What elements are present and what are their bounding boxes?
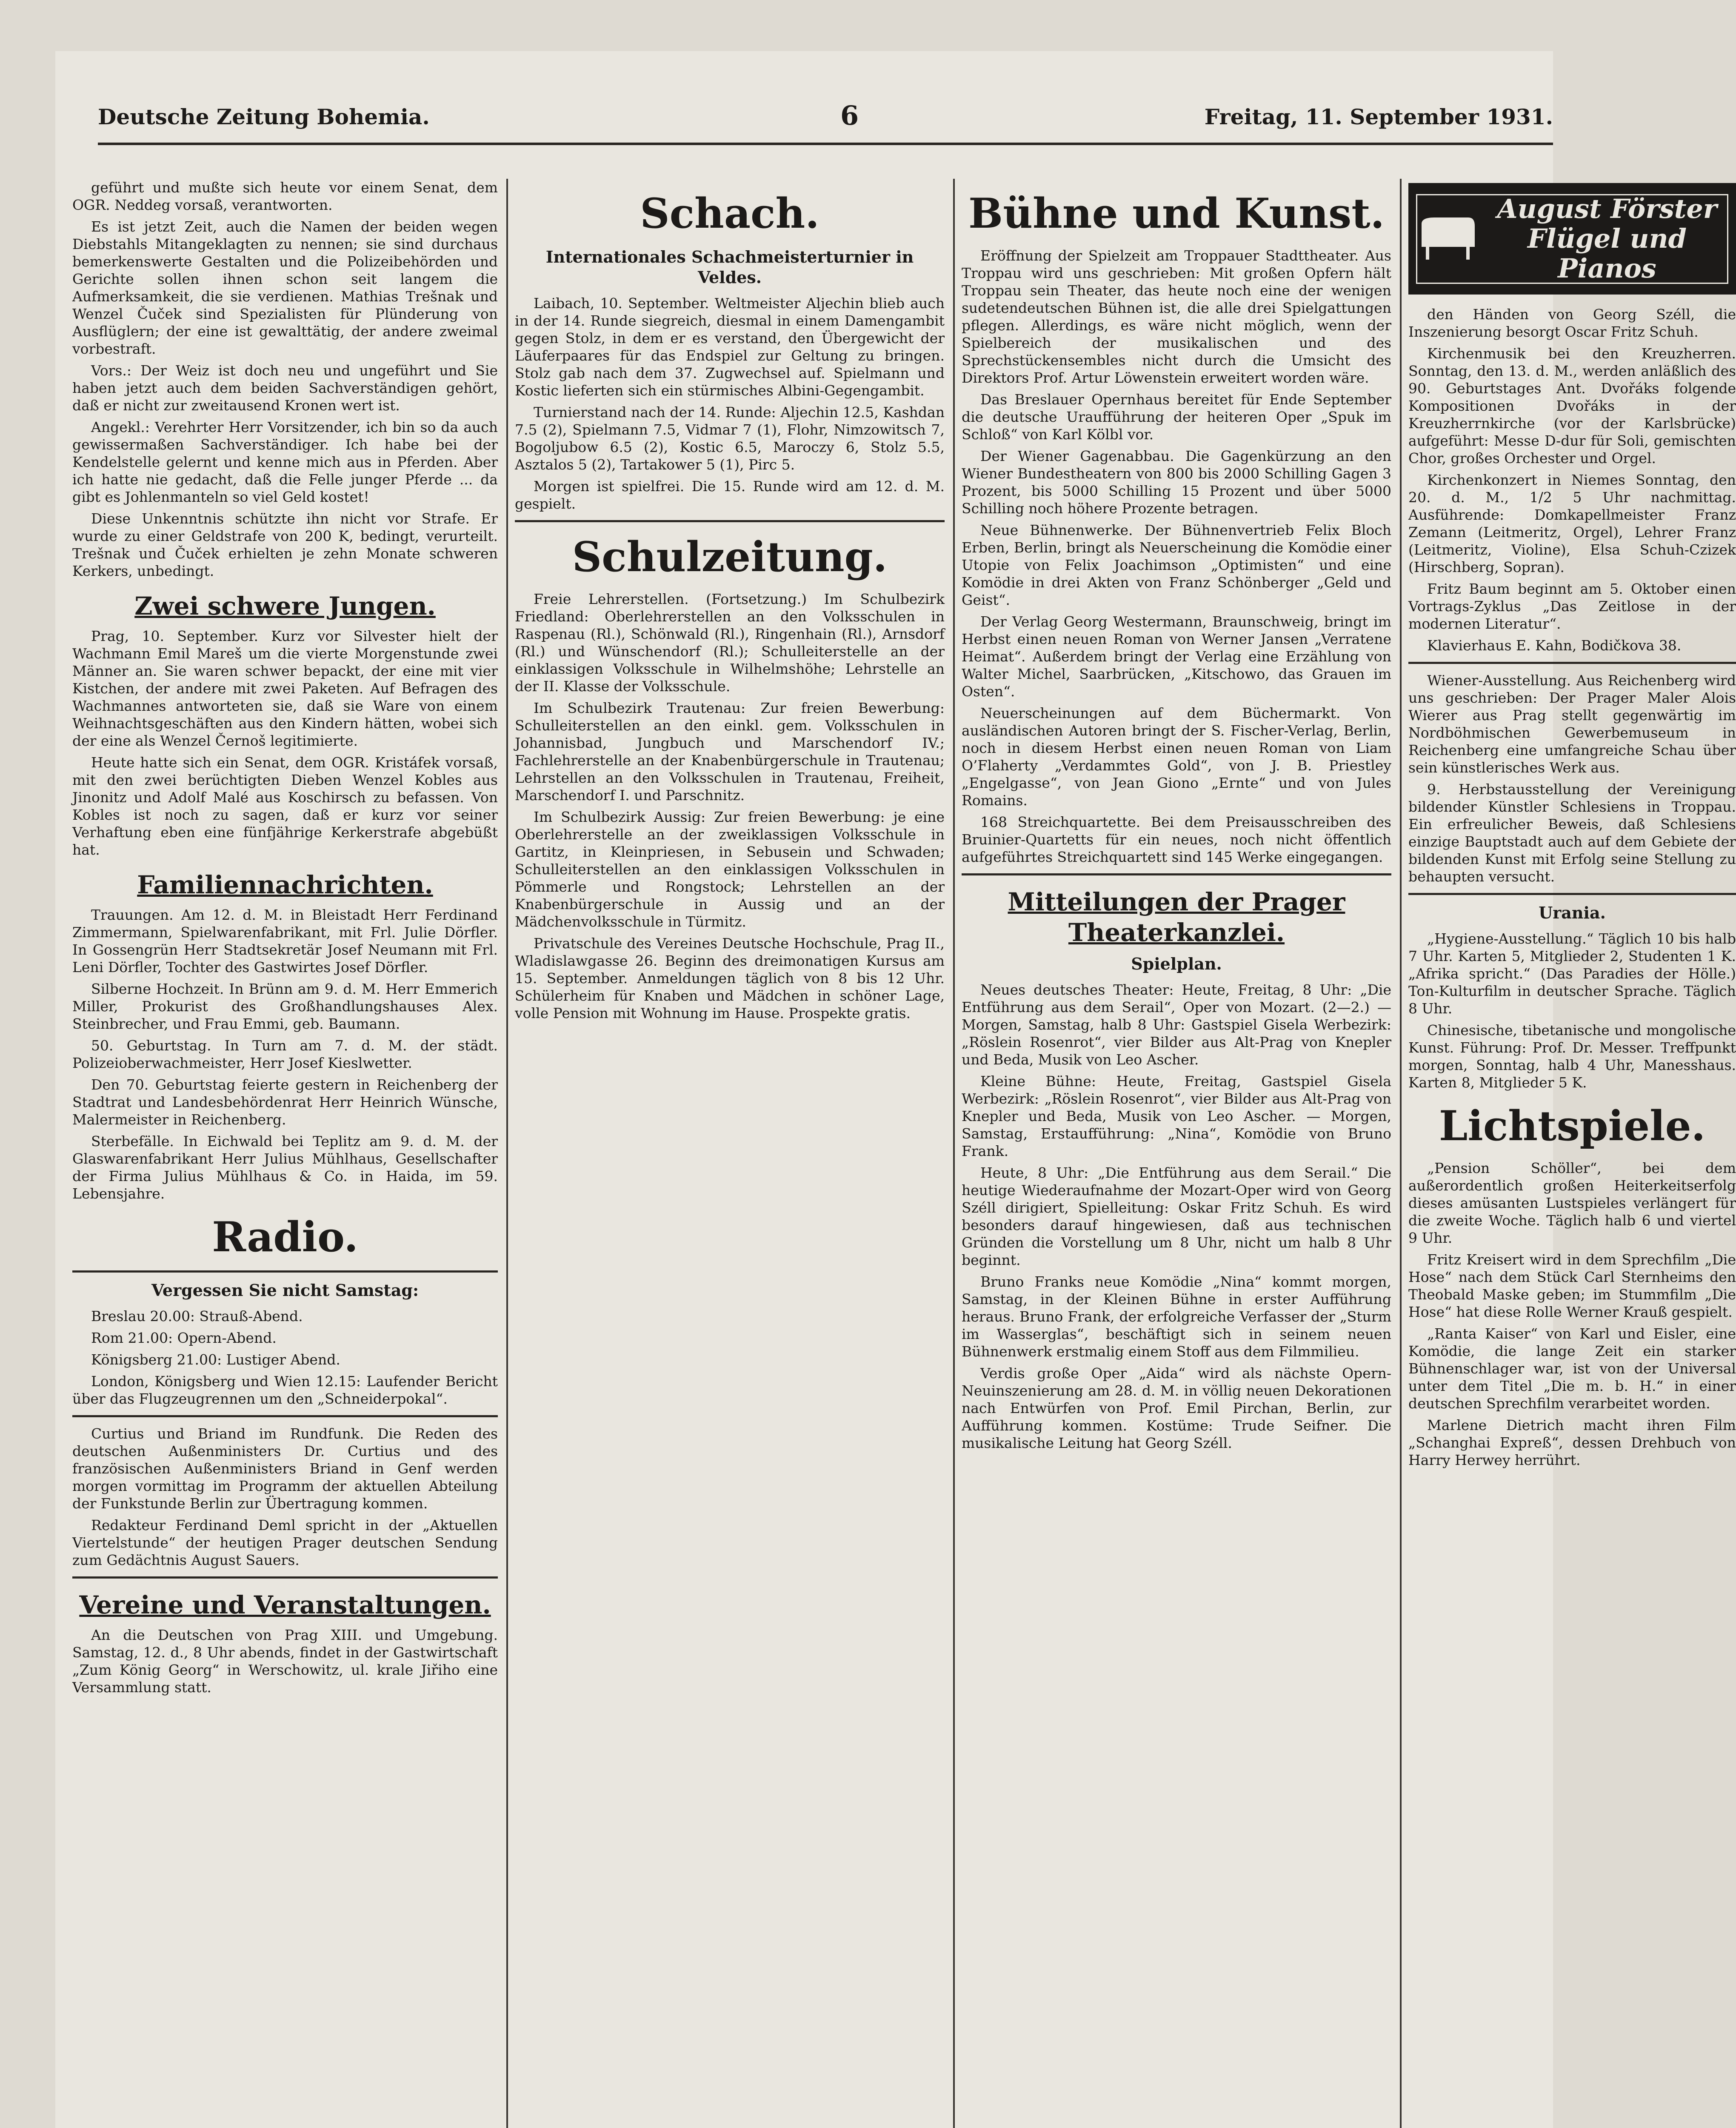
- article-paragraph: Eröffnung der Spielzeit am Troppauer Stadttheater. Aus Troppau wird uns geschrieben: Mit großen Opfern hält Troppau sein Theater, das heute noch eine der wenigen sudetendeutschen Bühnen ist, die alle drei Spielgattungen pflegen. Allerdings, es wäre nicht möglich, wenn der Spielbereich der musikalischen und des Sprechstückensembles nicht durch die Umsicht des Direktors Prof. Artur Löwenstein erweitert worden wäre.: [962, 247, 1391, 386]
- article-paragraph: Marlene Dietrich macht ihren Film „Schanghai Expreß“, dessen Drehbuch von Harry Herwey herrührt.: [1408, 1417, 1736, 1468]
- article-paragraph: An die Deutschen von Prag XIII. und Umgebung. Samstag, 12. d., 8 Uhr abends, findet in der Gastwirtschaft „Zum König Georg“ in Werschowitz, ul. krale Jiřiho eine Versammlung statt.: [72, 1627, 498, 1696]
- article-paragraph: Heute, 8 Uhr: „Die Entführung aus dem Serail.“ Die heutige Wiederaufnahme der Mozart-Oper wird von Georg Széll dirigiert, Spielleitung: Oskar Fritz Schuh. Es wird besonders darauf hingewiesen, daß aus technischen Gründen die Vorstellung um 8 Uhr, nicht um halb 8 Uhr beginnt.: [962, 1164, 1391, 1268]
- article-paragraph: Verdis große Oper „Aida“ wird als nächste Opern-Neuinszenierung am 28. d. M. in völlig neuen Dekorationen nach Entwürfen von Prof. Emil Pirchan, Berlin, zur Aufführung kommen. Kostüme: Trude Seifner. Die musikalische Leitung hat Georg Széll.: [962, 1365, 1391, 1451]
- article-paragraph: den Händen von Georg Széll, die Inszenierung besorgt Oscar Fritz Schuh.: [1408, 306, 1736, 340]
- article-paragraph: „Pension Schöller“, bei dem außerordentlich großen Heiterkeitserfolg dieses amüsanten Lustspieles verlängert für die zweite Woche. Täglich halb 6 und viertel 9 Uhr.: [1408, 1160, 1736, 1246]
- article-paragraph: Neue Bühnenwerke. Der Bühnenvertrieb Felix Bloch Erben, Berlin, bringt als Neuerscheinung die Komödie einer Utopie von Felix Joachimson „Optimisten“ und eine Komödie in drei Akten von Franz Schönberger „Geld und Geist“.: [962, 522, 1391, 608]
- article-paragraph: Morgen ist spielfrei. Die 15. Runde wird am 12. d. M. gespielt.: [515, 478, 945, 512]
- article-paragraph: Kirchenmusik bei den Kreuzherren. Sonntag, den 13. d. M., werden anläßlich des 90. Geburtstages Ant. Dvořáks folgende Kompositionen Dvořáks in der Kreuzherrnkirche (vor der Karlsbrücke) aufgeführt: Messe D-dur für Soli, gemischten Chor, großes Orchester und Orgel.: [1408, 345, 1736, 466]
- masthead: [98, 96, 1553, 145]
- column-rule: [1400, 179, 1402, 2128]
- article-paragraph: Neuerscheinungen auf dem Büchermarkt. Von ausländischen Autoren bringt der S. Fischer-Verlag, Berlin, noch in diesem Herbst einen neuen Roman von Liam O’Flaherty „Verdammtes Gold“, von J. B. Priestley „Engelgasse“, von Jean Giono „Ernte“ und von Jules Romains.: [962, 705, 1391, 809]
- column-1: [72, 179, 498, 2128]
- article-paragraph: Kleine Bühne: Heute, Freitag, Gastspiel Gisela Werbezirk: „Röslein Rosenrot“, vier Bilder aus Alt-Prag von Knepler und Beda, Musik von Leo Ascher. — Morgen, Samstag, Erstaufführung: „Nina“, Komödie von Bruno Frank.: [962, 1073, 1391, 1159]
- article-paragraph: Im Schulbezirk Aussig: Zur freien Bewerbung: je eine Oberlehrerstelle an der zweiklassigen Volksschule in Gartitz, in Kleinpriesen, in Sebusein und Schwaden; Schulleiterstellen an den einklassigen Volksschulen in Pömmerle und Rongstock; Lehrstellen an der Knabenbürgerschule in Aussig und an der Mädchenvolksschule in Türmitz.: [515, 809, 945, 930]
- divider: [72, 1576, 498, 1579]
- article-paragraph: Den 70. Geburtstag feierte gestern in Reichenberg der Stadtrat und Landesbehördenrat Herr Heinrich Wünsche, Malermeister in Reichenberg.: [72, 1076, 498, 1128]
- ad-tagline: Flügel und Pianos: [1527, 223, 1687, 284]
- section-heading-buehne: Bühne und Kunst.: [968, 189, 1385, 237]
- divider: [962, 873, 1391, 875]
- article-paragraph: 168 Streichquartette. Bei dem Preisausschreiben des Bruinier-Quartetts für ein neues, noch nicht öffentlich aufgeführtes Streichquartett sind 145 Werke eingegangen.: [962, 814, 1391, 865]
- divider: [72, 1415, 498, 1417]
- divider: [1408, 893, 1736, 895]
- article-paragraph: Angekl.: Verehrter Herr Vorsitzender, ich bin so da auch gewissermaßen Sachverständiger. Ich habe bei der Kendelstelle gelernt und kenne mich aus in Pferden. Aber ich hatte nie gedacht, daß die Felle junger Pferde ... da gibt es Johlenmanteln so viel Geld kostet!: [72, 419, 498, 505]
- section-heading-radio: Radio.: [212, 1213, 358, 1261]
- article-paragraph: 9. Herbstausstellung der Vereinigung bildender Künstler Schlesiens in Troppau. Ein erfreulicher Beweis, daß Schlesiens einzige Bauptstadt auch auf dem Gebiete der bildenden Kunst mit Erfolg seine Stellung zu behaupten versucht.: [1408, 781, 1736, 885]
- section-heading-jungen: Zwei schwere Jungen.: [134, 592, 436, 621]
- article-paragraph: Trauungen. Am 12. d. M. in Bleistadt Herr Ferdinand Zimmermann, Spielwarenfabrikant, mit Frl. Julie Dörfler. In Gossengrün Herr Stadtsekretär Josef Neumann mit Frl. Leni Dörfler, Tochter des Gastwirtes Josef Dörfler.: [72, 907, 498, 975]
- article-paragraph: Diese Unkenntnis schützte ihn nicht vor Strafe. Er wurde zu einer Geldstrafe von 200 K, bedingt, verurteilt. Trešnak und Čuček erhielten je zehn Monate schweren Kerkers, unbedingt.: [72, 510, 498, 579]
- article-paragraph: Curtius und Briand im Rundfunk. Die Reden des deutschen Außenministers Dr. Curtius und des französischen Außenministers Briand in Genf werden morgen vormittag im Programm der aktuellen Abteilung der Funkstunde Berlin zur Übertragung kommen.: [72, 1425, 498, 1512]
- radio-listing: Breslau 20.00: Strauß-Abend.: [91, 1308, 303, 1324]
- section-heading-theaterkanzlei: Mitteilungen der Prager Theaterkanzlei.: [1008, 887, 1345, 947]
- article-paragraph: „Ranta Kaiser“ von Karl und Eisler, eine Komödie, die lange Zeit ein starker Bühnenschlager war, ist von der Universal unter dem Titel „Die m. b. H.“ in einer deutschen Sprechfilm verarbeitet worden.: [1408, 1325, 1736, 1412]
- article-paragraph: Wiener-Ausstellung. Aus Reichenberg wird uns geschrieben: Der Prager Maler Alois Wierer aus Prag stellt gegenwärtig im Nordböhmischen Gewerbemuseum in Reichenberg eine umfangreiche Schau über sein künstlerisches Werk aus.: [1408, 672, 1736, 776]
- article-paragraph: Freie Lehrerstellen. (Fortsetzung.) Im Schulbezirk Friedland: Oberlehrerstellen an den Volksschulen in Raspenau (Rl.), Schönwald (Rl.), Ringenhain (Rl.), Arnsdorf (Rl.) und Wünschendorf (Rl.); Schulleiterstelle an der einklassigen Volksschule in Wilhelmshöhe; Lehrstelle an der II. Klasse der Volksschule.: [515, 591, 945, 695]
- section-heading-familiennachrichten: Familiennachrichten.: [137, 870, 433, 899]
- article-paragraph: geführt und mußte sich heute vor einem Senat, dem OGR. Neddeg vorsaß, verantworten.: [72, 179, 498, 213]
- article-paragraph: Es ist jetzt Zeit, auch die Namen der beiden wegen Diebstahls Mitangeklagten zu nennen; sie sind durchaus bemerkenswerte Gestalten und die Polizeibehörden und Gerichte sollen ihnen schon seit langem die Aufmerksamkeit, die sie verdienen. Mathias Trešnak und Wenzel Čuček sind Spezialisten für Plünderung von Ausflüglern; der eine ist gewalttätig, der andere zweimal vorbestraft.: [72, 218, 498, 357]
- section-heading-schach: Schach.: [640, 189, 819, 237]
- radio-subheading: Vergessen Sie nicht Samstag:: [151, 1281, 419, 1300]
- radio-listing: London, Königsberg und Wien 12.15: Laufender Bericht über das Flugzeugrennen um den „Schneiderpokal“.: [72, 1373, 498, 1407]
- article-paragraph: Kirchenkonzert in Niemes Sonntag, den 20. d. M., 1/2 5 Uhr nachmittag. Ausführende: Domkapellmeister Franz Zemann (Leitmeritz, Orgel), Lehrer Franz (Leitmeritz, Violine), Elsa Schuh-Czizek (Hirschberg, Sopran).: [1408, 472, 1736, 575]
- article-paragraph: Bruno Franks neue Komödie „Nina“ kommt morgen, Samstag, in der Kleinen Bühne in erster Aufführung heraus. Bruno Frank, der erfolgreiche Verfasser der „Sturm im Wasserglas“, beschäftigt sich in seinem neuen Bühnenwerk erstmalig einem Stoff aus dem Filmmilieu.: [962, 1273, 1391, 1360]
- divider: [515, 520, 945, 522]
- article-paragraph: Laibach, 10. September. Weltmeister Aljechin blieb auch in der 14. Runde siegreich, diesmal in einem Damengambit gegen Stolz, in dem er es verstand, den Übergewicht der Läuferpaares für das Endspiel zur Geltung zu bringen. Stolz gab nach dem 37. Zugwechsel auf. Spielmann und Kostic lieferten sich ein stürmisches Albini-Gegengambit.: [515, 295, 945, 399]
- article-paragraph: Neues deutsches Theater: Heute, Freitag, 8 Uhr: „Die Entführung aus dem Serail“, Oper von Mozart. (2—2.) — Morgen, Samstag, halb 8 Uhr: Gastspiel Gisela Werbezirk: „Röslein Rosenrot“, vier Bilder aus Alt-Prag von Knepler und Beda, Musik von Leo Ascher.: [962, 981, 1391, 1068]
- section-heading-vereine: Vereine und Veranstaltungen.: [79, 1590, 491, 1619]
- ad-brand-name: August Förster: [1497, 193, 1717, 224]
- article-paragraph: Turnierstand nach der 14. Runde: Aljechin 12.5, Kashdan 7.5 (2), Spielmann 7.5, Vidmar 7 (1), Flohr, Nimzowitsch 7, Bogoljubow 6.5 (2), Kostic 6.5, Maroczy 6, Stolz 5.5, Asztalos 5 (2), Tartakower 5 (1), Pirc 5.: [515, 404, 945, 473]
- radio-listing: Königsberg 21.00: Lustiger Abend.: [91, 1351, 340, 1368]
- column-rule: [506, 179, 508, 2128]
- article-paragraph: Sterbefälle. In Eichwald bei Teplitz am 9. d. M. der Glaswarenfabrikant Herr Julius Mühlhaus, Gesellschafter der Firma Julius Mühlhaus & Co. in Haida, im 59. Lebensjahre.: [72, 1133, 498, 1202]
- article-paragraph: Der Verlag Georg Westermann, Braunschweig, bringt im Herbst einen neuen Roman von Werner Jansen „Verratene Heimat“. Außerdem bringt der Verlag eine Erzählung von Walter Michel, Saarbrücken, „Kitschowo, das Grauen im Osten“.: [962, 613, 1391, 700]
- column-rule: [953, 179, 955, 2128]
- article-paragraph: Silberne Hochzeit. In Brünn am 9. d. M. Herr Emmerich Miller, Prokurist des Großhandlungshauses Alex. Steinbrecher, und Frau Emmi, geb. Baumann.: [72, 981, 498, 1032]
- article-paragraph: Das Breslauer Opernhaus bereitet für Ende September die deutsche Uraufführung der heiteren Oper „Spuk im Schloß“ von Karl Kölbl vor.: [962, 391, 1391, 443]
- column-4: [1408, 179, 1736, 2128]
- article-paragraph: 50. Geburtstag. In Turn am 7. d. M. der städt. Polizeioberwachmeister, Herr Josef Kieslwetter.: [72, 1037, 498, 1071]
- newspaper-page: [55, 51, 1736, 2128]
- newspaper-title: Deutsche Zeitung Bohemia.: [98, 104, 430, 129]
- article-paragraph: Privatschule des Vereines Deutsche Hochschule, Prag II., Wladislawgasse 26. Beginn des dreimonatigen Kursus am 15. September. Anmeldungen täglich von 8 bis 12 Uhr. Schülerheim für Knaben und Mädchen in schöner Lage, volle Pension mit Wohnung im Hause. Prospekte gratis.: [515, 935, 945, 1021]
- column-3: [962, 179, 1391, 2128]
- divider: [1408, 662, 1736, 664]
- article-paragraph: „Hygiene-Ausstellung.“ Täglich 10 bis halb 7 Uhr. Karten 5, Mitglieder 2, Studenten 1 K. „Afrika spricht.“ (Das Paradies der Hölle.) Ton-Kulturfilm in deutscher Sprache. Täglich 8 Uhr.: [1408, 930, 1736, 1017]
- article-paragraph: Fritz Kreisert wird in dem Sprechfilm „Die Hose“ nach dem Stück Carl Sternheims den Theobald Maske geben; im Stummfilm „Die Hose“ hat diese Rolle Werner Krauß gespielt.: [1408, 1251, 1736, 1320]
- section-heading-schulzeitung: Schulzeitung.: [572, 533, 888, 581]
- article-paragraph: Heute hatte sich ein Senat, dem OGR. Kristáfek vorsaß, mit den zwei berüchtigten Dieben Wenzel Kobles aus Jinonitz und Adolf Malé aus Koschirsch zu befassen. Von Kobles ist noch zu sagen, daß er kurz vor seiner Verhaftung eben eine fünfjährige Kerkerstrafe abgebüßt hat.: [72, 754, 498, 858]
- article-paragraph: Fritz Baum beginnt am 5. Oktober einen Vortrags-Zyklus „Das Zeitlose in der modernen Literatur“.: [1408, 581, 1736, 632]
- article-paragraph: Klavierhaus E. Kahn, Bodičkova 38.: [1427, 637, 1682, 654]
- article-subheading: Internationales Schachmeisterturnier in Veldes.: [545, 247, 914, 287]
- piano-icon: [1417, 215, 1477, 262]
- article-paragraph: Redakteur Ferdinand Deml spricht in der „Aktuellen Viertelstunde“ der heutigen Prager deutschen Sendung zum Gedächtnis August Sauers.: [72, 1517, 498, 1568]
- article-paragraph: Der Wiener Gagenabbau. Die Gagenkürzung an den Wiener Bundestheatern von 800 bis 2000 Schilling Gagen 3 Prozent, bis 5000 Schilling 15 Prozent und über 5000 Schilling noch höhere Prozente betragen.: [962, 448, 1391, 517]
- section-heading-urania: Urania.: [1539, 903, 1606, 922]
- issue-date: Freitag, 11. September 1931.: [1204, 104, 1553, 129]
- article-paragraph: Chinesische, tibetanische und mongolische Kunst. Führung: Prof. Dr. Messer. Treffpunkt morgen, Sonntag, halb 4 Uhr, Manesshaus. Karten 8, Mitglieder 5 K.: [1408, 1022, 1736, 1091]
- article-paragraph: Im Schulbezirk Trautenau: Zur freien Bewerbung: Schulleiterstellen an den einkl. gem. Volksschulen in Johannisbad, Jungbuch und Marschendorf IV.; Fachlehrerstelle an der Knabenbürgerschule in Trautenau; Lehrstellen an den Volksschulen in Trautenau, Freiheit, Marschendorf I. und Parschnitz.: [515, 700, 945, 804]
- column-2: [515, 179, 945, 2128]
- radio-listing: Rom 21.00: Opern-Abend.: [91, 1330, 277, 1346]
- section-heading-lichtspiele: Lichtspiele.: [1439, 1102, 1706, 1150]
- divider: [72, 1270, 498, 1273]
- article-subheading: Spielplan.: [1131, 954, 1222, 973]
- article-paragraph: Prag, 10. September. Kurz vor Silvester hielt der Wachmann Emil Mareš um die vierte Morgenstunde zwei Männer an. Sie waren schwer bepackt, der eine mit vier Kistchen, der andere mit zwei Paketen. Auf Befragen des Wachmannes antworteten sie, daß sie Ware von einem Weihnachtsgeschäften aus den Kindern hätten, wobei sich der eine als Wenzel Černoš legitimierte.: [72, 628, 498, 749]
- article-paragraph: Vors.: Der Weiz ist doch neu und ungeführt und Sie haben jetzt auch dem beiden Sachverständigen gehört, daß er nicht zur zweitausend Kronen wert ist.: [72, 362, 498, 414]
- piano-advertisement: [1408, 183, 1736, 295]
- page-number: 6: [840, 100, 859, 131]
